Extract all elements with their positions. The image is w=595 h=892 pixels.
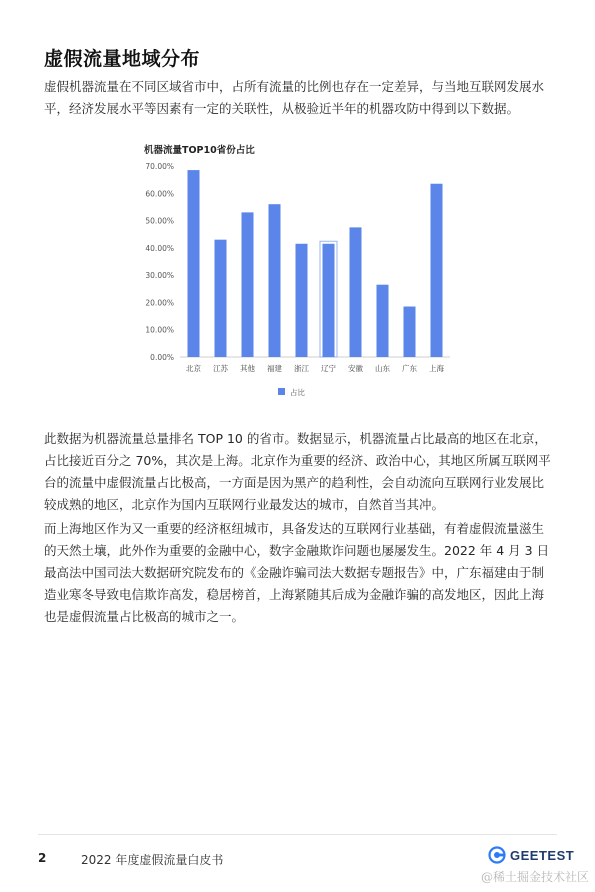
y-tick-label: 10.00% (145, 325, 174, 335)
geetest-logo-icon (488, 846, 506, 864)
bar-7 (377, 285, 389, 357)
bar-2 (242, 212, 254, 357)
footer-divider (38, 834, 557, 835)
chart-svg (110, 136, 455, 414)
brand-name: GEETEST (510, 847, 575, 863)
x-tick-label: 其他 (240, 364, 255, 373)
x-tick-label: 安徽 (348, 364, 363, 373)
y-tick-label: 20.00% (145, 298, 174, 308)
bar-6 (350, 227, 362, 357)
y-tick-label: 60.00% (145, 189, 174, 199)
section-title: 虚假流量地域分布 (44, 48, 201, 70)
legend-swatch (278, 388, 285, 395)
bar-9 (431, 184, 443, 357)
bar-chart (110, 136, 455, 414)
y-tick-label: 0.00% (150, 353, 174, 362)
legend-label: 占比 (290, 388, 305, 397)
bar-5 (323, 244, 335, 357)
x-tick-label: 上海 (429, 364, 444, 373)
y-tick-label: 30.00% (145, 271, 174, 281)
y-tick-label: 50.00% (145, 216, 174, 226)
bar-0 (188, 170, 200, 357)
x-tick-label: 北京 (186, 364, 201, 373)
x-tick-label: 辽宁 (321, 364, 336, 373)
intro-paragraph: 虚假机器流量在不同区域省市中，占所有流量的比例也存在一定差异，与当地互联网发展水平，经济发展水平等因素有一定的关联性，从极验近半年的机器攻防中得到以下数据。 (44, 79, 545, 116)
x-tick-label: 浙江 (294, 364, 309, 373)
shanghai-paragraph: 而上海地区作为又一重要的经济枢纽城市，具备发达的互联网行业基础，有着虚假流量滋生的天然土壤，此外作为重要的金融中心，数字金融欺诈问题也屡屡发生。2022 年 4 月 3 日最高法中国司法大数据研究院发布的《金融诈骗司法大数据专题报告》中，广东福建由于制造业寒冬导致电信欺诈高发，稳居榜首，上海紧随其后成为金融诈骗的高发地区，因此上海也是虚假流量占比极高的城市之一。 (44, 521, 550, 624)
footer-doc-title: 2022 年度虚假流量白皮书 (81, 853, 224, 867)
x-tick-label: 福建 (267, 364, 282, 373)
x-tick-label: 山东 (375, 364, 390, 373)
bar-4 (296, 244, 308, 357)
bar-3 (269, 204, 281, 357)
y-tick-label: 70.00% (145, 162, 174, 171)
bar-8 (404, 307, 416, 357)
chart-title: 机器流量TOP10省份占比 (144, 145, 255, 156)
x-tick-label: 江苏 (213, 364, 228, 373)
page-number: 2 (38, 851, 47, 865)
bar-1 (215, 240, 227, 357)
watermark: @稀土掘金技术社区 (480, 870, 589, 884)
x-tick-label: 广东 (402, 364, 417, 373)
analysis-paragraph: 此数据为机器流量总量排名 TOP 10 的省市。数据显示，机器流量占比最高的地区在北京，占比接近百分之 70%，其次是上海。北京作为重要的经济、政治中心，其地区所属互联网平台的流量中虚假流量占比极高，一方面是因为黑产的趋利性，会自动流向互联网行业发展比较成熟的地区，北京作为国内互联网行业最发达的城市，自然首当其冲。 (44, 431, 551, 512)
geetest-logo (488, 846, 574, 864)
y-tick-label: 40.00% (145, 243, 174, 253)
